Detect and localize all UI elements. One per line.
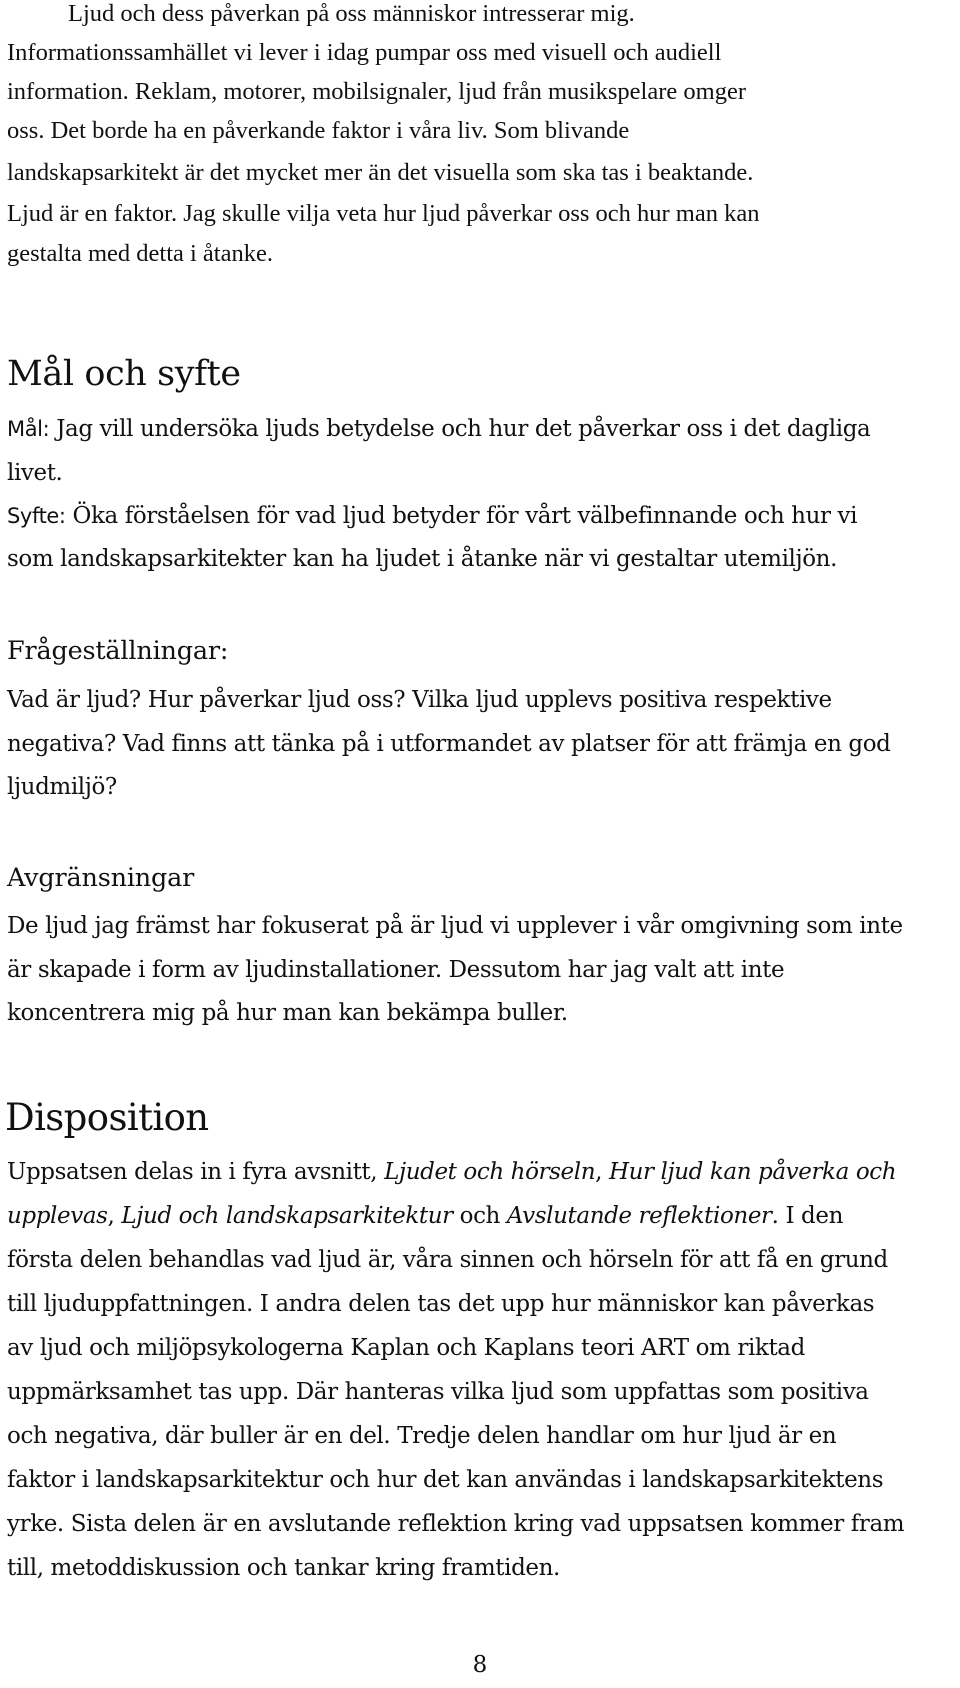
section-title-ljud-och-landskapsarkitektur: Ljud och landskapsarkitektur [121,1203,453,1229]
section-title-ljudet-och-horseln: Ljudet och hörseln [384,1159,596,1185]
syfte-line [7,501,857,531]
disposition-text: , [595,1159,609,1185]
section-title-avslutande-reflektioner: Avslutande reflektioner [506,1203,772,1229]
mal-line: livet. [7,460,63,486]
disposition-line: yrke. Sista delen är en avslutande reflektion kring vad uppsatsen kommer fram [7,1511,905,1537]
disposition-line: uppmärksamhet tas upp. Där hanteras vilka ljud som uppfattas som positiva [7,1379,869,1405]
section-heading-disposition: Disposition [5,1096,209,1139]
fragestallningar-line: Vad är ljud? Hur påverkar ljud oss? Vilka ljud upplevs positiva respektive [7,687,832,713]
intro-line: gestalta med detta i åtanke. [7,240,273,267]
disposition-text: och [452,1203,507,1229]
mal-label: Mål: [7,417,50,441]
page-number: 8 [472,1652,488,1678]
disposition-line [7,1201,843,1231]
fragestallningar-line: negativa? Vad finns att tänka på i utformandet av platser för att främja en god [7,731,891,757]
disposition-line [7,1157,896,1187]
disposition-line: och negativa, där buller är en del. Tredje delen handlar om hur ljud är en [7,1423,837,1449]
avgransningar-line: är skapade i form av ljudinstallationer. Dessutom har jag valt att inte [7,957,785,983]
disposition-line: till, metoddiskussion och tankar kring framtiden. [7,1555,560,1581]
disposition-line: till ljuduppfattningen. I andra delen tas det upp hur människor kan påverkas [7,1291,875,1317]
fragestallningar-line: ljudmiljö? [7,774,117,800]
disposition-line: av ljud och miljöpsykologerna Kaplan och Kaplans teori ART om riktad [7,1335,805,1361]
disposition-text: , [107,1203,122,1229]
intro-line: Informationssamhället vi lever i idag pumpar oss med visuell och audiell [7,39,722,66]
section-title-hur-ljud-kan-paverka: upplevas [7,1203,108,1229]
avgransningar-line: De ljud jag främst har fokuserat på är ljud vi upplever i vår omgivning som inte [7,913,903,939]
syfte-text: Öka förståelsen för vad ljud betyder för vårt välbefinnande och hur vi [65,503,858,529]
intro-line: Ljud är en faktor. Jag skulle vilja veta hur ljud påverkar oss och hur man kan [7,200,760,227]
disposition-line: första delen behandlas vad ljud är, våra sinnen och hörseln för att få en grund [7,1247,888,1273]
intro-line: Ljud och dess påverkan på oss människor intresserar mig. [68,0,635,27]
mal-text: Jag vill undersöka ljuds betydelse och hur det påverkar oss i det dagliga [49,416,871,442]
avgransningar-line: koncentrera mig på hur man kan bekämpa buller. [7,1000,568,1026]
mal-line [7,414,870,444]
section-title-hur-ljud-kan-paverka: Hur ljud kan påverka och [608,1159,897,1185]
intro-line: landskapsarkitekt är det mycket mer än det visuella som ska tas i beaktande. [7,159,754,186]
disposition-text: Uppsatsen delas in i fyra avsnitt, [7,1159,385,1185]
intro-line: oss. Det borde ha en påverkande faktor i våra liv. Som blivande [7,117,630,144]
section-heading-fragestallningar: Frågeställningar: [7,636,229,666]
intro-line: information. Reklam, motorer, mobilsignaler, ljud från musikspelare omger [7,78,746,105]
section-heading-mal-och-syfte: Mål och syfte [7,354,241,394]
syfte-line: som landskapsarkitekter kan ha ljudet i åtanke när vi gestaltar utemiljön. [7,546,838,572]
section-heading-avgransningar: Avgränsningar [7,863,195,893]
disposition-text: . I den [771,1203,844,1229]
disposition-line: faktor i landskapsarkitektur och hur det kan användas i landskapsarkitektens [7,1467,884,1493]
syfte-label: Syfte: [7,504,66,528]
